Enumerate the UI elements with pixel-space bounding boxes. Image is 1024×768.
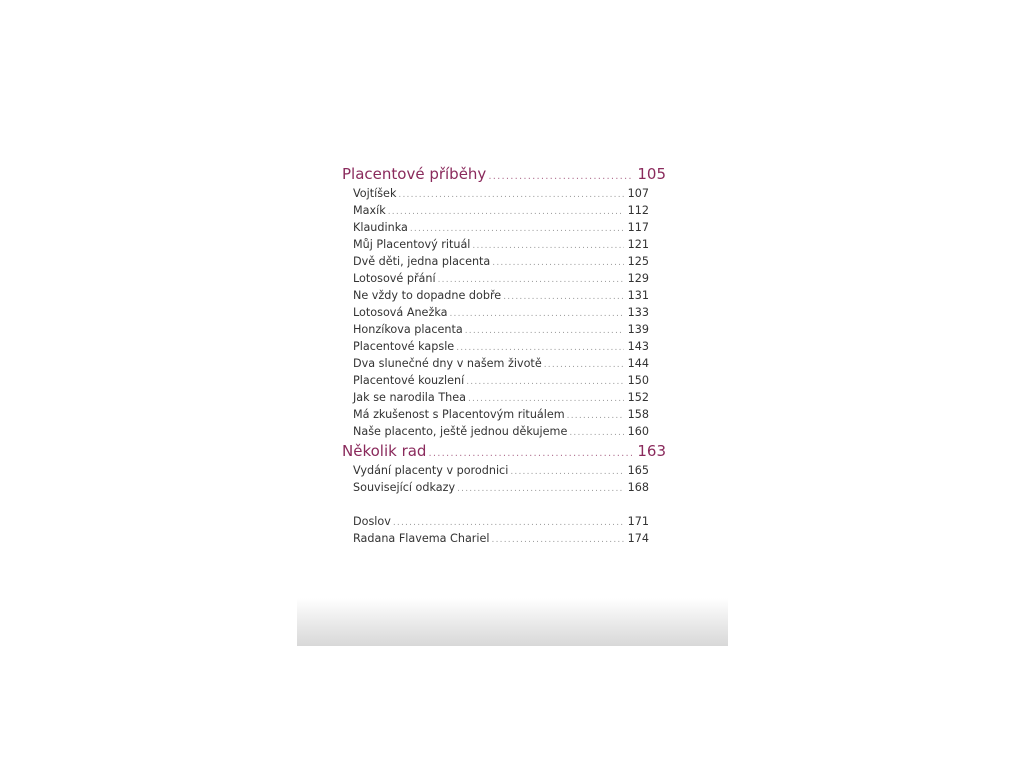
toc-entry-title: Lotosové přání	[353, 272, 436, 285]
toc-dot-leader	[488, 166, 633, 185]
toc-entry-page: 171	[627, 515, 649, 528]
toc-entry[interactable]	[342, 462, 649, 479]
toc-entry-page: 125	[627, 255, 649, 268]
toc-dot-leader	[510, 464, 623, 479]
toc-dot-leader	[492, 532, 624, 547]
toc-entry[interactable]	[342, 513, 649, 530]
toc-dot-leader	[468, 391, 624, 406]
toc-entry[interactable]	[342, 406, 649, 423]
toc-entry-title: Lotosová Anežka	[353, 306, 448, 319]
toc-entry-page: 139	[627, 323, 649, 336]
toc-dot-leader	[492, 255, 623, 270]
toc-spacer	[342, 496, 666, 513]
toc-entry[interactable]	[342, 185, 649, 202]
toc-section-page: 163	[637, 442, 666, 460]
toc-entry-page: 131	[627, 289, 649, 302]
toc-entry-title: Klaudinka	[353, 221, 408, 234]
toc-dot-leader	[503, 289, 623, 304]
toc-entry-title: Vydání placenty v porodnici	[353, 464, 509, 477]
toc-entry[interactable]	[342, 236, 649, 253]
toc-entry[interactable]	[342, 270, 649, 287]
toc-entry-page: 143	[627, 340, 649, 353]
toc-entry-page: 168	[627, 481, 649, 494]
toc-entry-title: Dva slunečné dny v našem životě	[353, 357, 542, 370]
toc-section-page: 105	[637, 165, 666, 183]
toc-entry-title: Placentové kapsle	[353, 340, 455, 353]
page-bottom-shadow	[297, 598, 728, 646]
toc-entry-title: Radana Flavema Chariel	[353, 532, 490, 545]
toc-entry-page: 174	[627, 532, 649, 545]
toc-entry-page: 121	[627, 238, 649, 251]
toc-dot-leader	[465, 323, 624, 338]
toc-entry-page: 165	[627, 464, 649, 477]
toc-dot-leader	[449, 306, 623, 321]
toc-dot-leader	[544, 357, 624, 372]
toc-entry-title: Má zkušenost s Placentovým rituálem	[353, 408, 565, 421]
toc-entry[interactable]	[342, 530, 649, 547]
toc-dot-leader	[569, 425, 623, 440]
toc-dot-leader	[398, 187, 623, 202]
toc-entry-title: Dvě děti, jedna placenta	[353, 255, 491, 268]
toc-entry[interactable]	[342, 202, 649, 219]
toc-entry[interactable]	[342, 355, 649, 372]
toc-dot-leader	[410, 221, 624, 236]
toc-dot-leader	[393, 515, 624, 530]
toc-entry[interactable]	[342, 304, 649, 321]
toc-entry-title: Doslov	[353, 515, 391, 528]
toc-dot-leader	[567, 408, 624, 423]
toc-entry-page: 133	[627, 306, 649, 319]
toc-entry-title: Maxík	[353, 204, 386, 217]
toc-section[interactable]	[342, 440, 666, 462]
toc-entry[interactable]	[342, 287, 649, 304]
toc-section[interactable]	[342, 163, 666, 185]
toc-entry-title: Placentové kouzlení	[353, 374, 465, 387]
toc-entry-page: 144	[627, 357, 649, 370]
toc-entry[interactable]	[342, 253, 649, 270]
toc-entry-page: 112	[627, 204, 649, 217]
toc-entry-page: 117	[627, 221, 649, 234]
toc-dot-leader	[438, 272, 624, 287]
table-of-contents	[342, 163, 666, 547]
toc-entry[interactable]	[342, 479, 649, 496]
toc-entry-page: 160	[627, 425, 649, 438]
toc-dot-leader	[466, 374, 623, 389]
toc-dot-leader	[457, 481, 624, 496]
toc-entry-title: Vojtíšek	[353, 187, 397, 200]
toc-entry-page: 107	[627, 187, 649, 200]
toc-entry[interactable]	[342, 389, 649, 406]
toc-entry-page: 158	[627, 408, 649, 421]
toc-entry[interactable]	[342, 338, 649, 355]
toc-entry-title: Ne vždy to dopadne dobře	[353, 289, 502, 302]
toc-entry-title: Jak se narodila Thea	[353, 391, 466, 404]
toc-dot-leader	[456, 340, 623, 355]
toc-entry[interactable]	[342, 321, 649, 338]
toc-entry-page: 129	[627, 272, 649, 285]
toc-dot-leader	[472, 238, 623, 253]
toc-entry[interactable]	[342, 423, 649, 440]
toc-entry-page: 152	[627, 391, 649, 404]
toc-entry-title: Můj Placentový rituál	[353, 238, 471, 251]
toc-section-title: Několik rad	[342, 442, 427, 460]
toc-entry-title: Související odkazy	[353, 481, 456, 494]
toc-entry[interactable]	[342, 372, 649, 389]
toc-entry-title: Honzíkova placenta	[353, 323, 463, 336]
toc-dot-leader	[428, 443, 633, 462]
toc-entry[interactable]	[342, 219, 649, 236]
toc-dot-leader	[388, 204, 624, 219]
toc-entry-page: 150	[627, 374, 649, 387]
toc-entry-title: Naše placento, ještě jednou děkujeme	[353, 425, 568, 438]
toc-section-title: Placentové příběhy	[342, 165, 487, 183]
